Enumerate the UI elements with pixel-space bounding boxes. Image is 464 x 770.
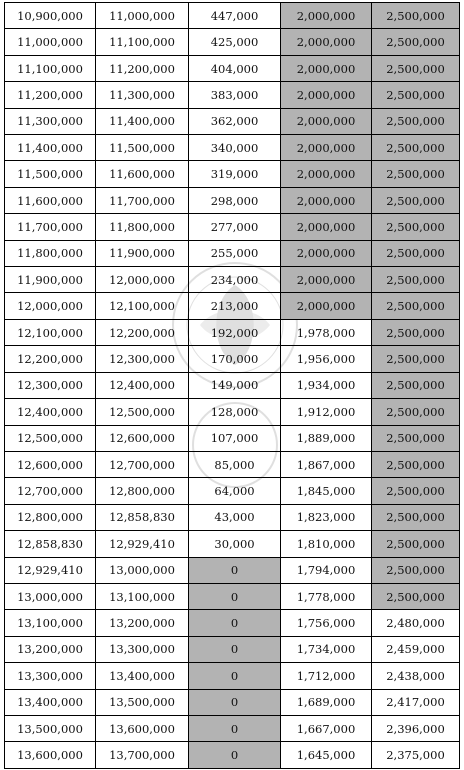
range-to-cell: 12,000,000 bbox=[96, 267, 189, 293]
amount-c-cell: 2,500,000 bbox=[372, 108, 460, 134]
amount-a-cell: 85,000 bbox=[189, 451, 281, 477]
range-from-cell: 11,300,000 bbox=[5, 108, 96, 134]
range-to-cell: 12,700,000 bbox=[96, 451, 189, 477]
table-row bbox=[5, 663, 460, 689]
amount-b-cell: 1,845,000 bbox=[281, 478, 372, 504]
amount-a-cell: 0 bbox=[189, 715, 281, 741]
range-from-cell: 12,700,000 bbox=[5, 478, 96, 504]
amount-c-cell: 2,500,000 bbox=[372, 531, 460, 557]
table-row bbox=[5, 293, 460, 319]
amount-b-cell: 2,000,000 bbox=[281, 293, 372, 319]
table-row bbox=[5, 3, 460, 29]
range-from-cell: 13,100,000 bbox=[5, 610, 96, 636]
range-to-cell: 11,000,000 bbox=[96, 3, 189, 29]
amount-b-cell: 1,934,000 bbox=[281, 372, 372, 398]
range-from-cell: 13,400,000 bbox=[5, 689, 96, 715]
amount-b-cell: 2,000,000 bbox=[281, 82, 372, 108]
amount-b-cell: 2,000,000 bbox=[281, 161, 372, 187]
table-row bbox=[5, 135, 460, 161]
amount-a-cell: 277,000 bbox=[189, 214, 281, 240]
range-from-cell: 12,400,000 bbox=[5, 399, 96, 425]
range-to-cell: 12,929,410 bbox=[96, 531, 189, 557]
range-from-cell: 11,700,000 bbox=[5, 214, 96, 240]
amount-c-cell: 2,438,000 bbox=[372, 663, 460, 689]
table-row bbox=[5, 557, 460, 583]
table-row bbox=[5, 372, 460, 398]
range-to-cell: 13,300,000 bbox=[96, 636, 189, 662]
amount-c-cell: 2,459,000 bbox=[372, 636, 460, 662]
range-from-cell: 11,500,000 bbox=[5, 161, 96, 187]
amount-c-cell: 2,500,000 bbox=[372, 504, 460, 530]
amount-c-cell: 2,500,000 bbox=[372, 557, 460, 583]
range-from-cell: 11,900,000 bbox=[5, 267, 96, 293]
amount-b-cell: 1,778,000 bbox=[281, 583, 372, 609]
range-from-cell: 12,929,410 bbox=[5, 557, 96, 583]
amount-b-cell: 2,000,000 bbox=[281, 135, 372, 161]
amount-b-cell: 1,956,000 bbox=[281, 346, 372, 372]
range-from-cell: 12,500,000 bbox=[5, 425, 96, 451]
table-row bbox=[5, 108, 460, 134]
table-row bbox=[5, 29, 460, 55]
amount-b-cell: 1,889,000 bbox=[281, 425, 372, 451]
range-from-cell: 11,200,000 bbox=[5, 82, 96, 108]
amount-c-cell: 2,500,000 bbox=[372, 240, 460, 266]
range-from-cell: 12,000,000 bbox=[5, 293, 96, 319]
amount-b-cell: 1,667,000 bbox=[281, 715, 372, 741]
range-to-cell: 11,300,000 bbox=[96, 82, 189, 108]
range-from-cell: 11,800,000 bbox=[5, 240, 96, 266]
amount-a-cell: 298,000 bbox=[189, 187, 281, 213]
range-from-cell: 12,100,000 bbox=[5, 319, 96, 345]
table-row bbox=[5, 504, 460, 530]
amount-b-cell: 1,978,000 bbox=[281, 319, 372, 345]
amount-a-cell: 149,000 bbox=[189, 372, 281, 398]
amount-a-cell: 0 bbox=[189, 663, 281, 689]
range-to-cell: 12,858,830 bbox=[96, 504, 189, 530]
range-from-cell: 11,400,000 bbox=[5, 135, 96, 161]
amount-c-cell: 2,500,000 bbox=[372, 346, 460, 372]
range-to-cell: 12,500,000 bbox=[96, 399, 189, 425]
range-to-cell: 11,100,000 bbox=[96, 29, 189, 55]
amount-c-cell: 2,500,000 bbox=[372, 425, 460, 451]
range-from-cell: 13,300,000 bbox=[5, 663, 96, 689]
amount-a-cell: 340,000 bbox=[189, 135, 281, 161]
range-from-cell: 11,000,000 bbox=[5, 29, 96, 55]
amount-a-cell: 64,000 bbox=[189, 478, 281, 504]
range-to-cell: 11,800,000 bbox=[96, 214, 189, 240]
amount-b-cell: 1,756,000 bbox=[281, 610, 372, 636]
range-from-cell: 12,858,830 bbox=[5, 531, 96, 557]
amount-a-cell: 0 bbox=[189, 557, 281, 583]
table-row bbox=[5, 742, 460, 768]
income-table bbox=[4, 2, 460, 769]
range-to-cell: 12,100,000 bbox=[96, 293, 189, 319]
table-row bbox=[5, 82, 460, 108]
amount-b-cell: 2,000,000 bbox=[281, 55, 372, 81]
amount-a-cell: 0 bbox=[189, 742, 281, 768]
amount-c-cell: 2,396,000 bbox=[372, 715, 460, 741]
table-row bbox=[5, 161, 460, 187]
amount-a-cell: 255,000 bbox=[189, 240, 281, 266]
amount-b-cell: 1,912,000 bbox=[281, 399, 372, 425]
range-to-cell: 13,000,000 bbox=[96, 557, 189, 583]
income-table-body bbox=[5, 3, 460, 769]
amount-a-cell: 213,000 bbox=[189, 293, 281, 319]
amount-c-cell: 2,417,000 bbox=[372, 689, 460, 715]
range-to-cell: 12,600,000 bbox=[96, 425, 189, 451]
amount-b-cell: 2,000,000 bbox=[281, 267, 372, 293]
range-from-cell: 11,600,000 bbox=[5, 187, 96, 213]
range-to-cell: 12,400,000 bbox=[96, 372, 189, 398]
amount-c-cell: 2,480,000 bbox=[372, 610, 460, 636]
table-row bbox=[5, 346, 460, 372]
amount-a-cell: 234,000 bbox=[189, 267, 281, 293]
range-to-cell: 13,100,000 bbox=[96, 583, 189, 609]
range-from-cell: 10,900,000 bbox=[5, 3, 96, 29]
table-row bbox=[5, 610, 460, 636]
amount-b-cell: 1,645,000 bbox=[281, 742, 372, 768]
amount-a-cell: 362,000 bbox=[189, 108, 281, 134]
amount-a-cell: 192,000 bbox=[189, 319, 281, 345]
range-to-cell: 11,200,000 bbox=[96, 55, 189, 81]
table-row bbox=[5, 636, 460, 662]
amount-a-cell: 0 bbox=[189, 636, 281, 662]
range-to-cell: 11,600,000 bbox=[96, 161, 189, 187]
amount-a-cell: 30,000 bbox=[189, 531, 281, 557]
amount-b-cell: 1,810,000 bbox=[281, 531, 372, 557]
range-to-cell: 11,700,000 bbox=[96, 187, 189, 213]
amount-a-cell: 43,000 bbox=[189, 504, 281, 530]
amount-c-cell: 2,500,000 bbox=[372, 55, 460, 81]
range-to-cell: 13,200,000 bbox=[96, 610, 189, 636]
table-row bbox=[5, 689, 460, 715]
range-from-cell: 12,300,000 bbox=[5, 372, 96, 398]
range-from-cell: 12,600,000 bbox=[5, 451, 96, 477]
range-from-cell: 12,200,000 bbox=[5, 346, 96, 372]
amount-a-cell: 128,000 bbox=[189, 399, 281, 425]
amount-c-cell: 2,500,000 bbox=[372, 82, 460, 108]
range-to-cell: 11,400,000 bbox=[96, 108, 189, 134]
amount-b-cell: 1,867,000 bbox=[281, 451, 372, 477]
range-to-cell: 13,600,000 bbox=[96, 715, 189, 741]
range-from-cell: 13,000,000 bbox=[5, 583, 96, 609]
amount-b-cell: 2,000,000 bbox=[281, 214, 372, 240]
table-row bbox=[5, 478, 460, 504]
amount-c-cell: 2,500,000 bbox=[372, 3, 460, 29]
amount-c-cell: 2,375,000 bbox=[372, 742, 460, 768]
amount-b-cell: 1,734,000 bbox=[281, 636, 372, 662]
table-row bbox=[5, 187, 460, 213]
amount-a-cell: 0 bbox=[189, 689, 281, 715]
amount-b-cell: 2,000,000 bbox=[281, 108, 372, 134]
range-from-cell: 13,500,000 bbox=[5, 715, 96, 741]
amount-b-cell: 2,000,000 bbox=[281, 3, 372, 29]
range-to-cell: 11,900,000 bbox=[96, 240, 189, 266]
amount-b-cell: 2,000,000 bbox=[281, 187, 372, 213]
range-from-cell: 11,100,000 bbox=[5, 55, 96, 81]
amount-c-cell: 2,500,000 bbox=[372, 161, 460, 187]
table-row bbox=[5, 267, 460, 293]
amount-a-cell: 404,000 bbox=[189, 55, 281, 81]
range-to-cell: 12,800,000 bbox=[96, 478, 189, 504]
amount-c-cell: 2,500,000 bbox=[372, 372, 460, 398]
amount-b-cell: 1,794,000 bbox=[281, 557, 372, 583]
range-from-cell: 13,600,000 bbox=[5, 742, 96, 768]
table-row bbox=[5, 55, 460, 81]
table-row bbox=[5, 399, 460, 425]
table-row bbox=[5, 425, 460, 451]
amount-b-cell: 1,823,000 bbox=[281, 504, 372, 530]
range-to-cell: 12,300,000 bbox=[96, 346, 189, 372]
amount-a-cell: 383,000 bbox=[189, 82, 281, 108]
table-row bbox=[5, 583, 460, 609]
amount-c-cell: 2,500,000 bbox=[372, 187, 460, 213]
amount-a-cell: 0 bbox=[189, 583, 281, 609]
amount-c-cell: 2,500,000 bbox=[372, 583, 460, 609]
range-to-cell: 11,500,000 bbox=[96, 135, 189, 161]
amount-c-cell: 2,500,000 bbox=[372, 135, 460, 161]
amount-c-cell: 2,500,000 bbox=[372, 451, 460, 477]
range-to-cell: 13,700,000 bbox=[96, 742, 189, 768]
amount-c-cell: 2,500,000 bbox=[372, 478, 460, 504]
range-from-cell: 12,800,000 bbox=[5, 504, 96, 530]
range-to-cell: 13,400,000 bbox=[96, 663, 189, 689]
amount-b-cell: 1,712,000 bbox=[281, 663, 372, 689]
amount-c-cell: 2,500,000 bbox=[372, 399, 460, 425]
range-from-cell: 13,200,000 bbox=[5, 636, 96, 662]
amount-b-cell: 1,689,000 bbox=[281, 689, 372, 715]
range-to-cell: 12,200,000 bbox=[96, 319, 189, 345]
table-row bbox=[5, 240, 460, 266]
amount-c-cell: 2,500,000 bbox=[372, 293, 460, 319]
amount-a-cell: 447,000 bbox=[189, 3, 281, 29]
amount-c-cell: 2,500,000 bbox=[372, 214, 460, 240]
table-row bbox=[5, 451, 460, 477]
amount-a-cell: 170,000 bbox=[189, 346, 281, 372]
amount-a-cell: 425,000 bbox=[189, 29, 281, 55]
table-row bbox=[5, 531, 460, 557]
amount-b-cell: 2,000,000 bbox=[281, 29, 372, 55]
table-row bbox=[5, 319, 460, 345]
range-to-cell: 13,500,000 bbox=[96, 689, 189, 715]
amount-a-cell: 107,000 bbox=[189, 425, 281, 451]
table-row bbox=[5, 214, 460, 240]
amount-b-cell: 2,000,000 bbox=[281, 240, 372, 266]
amount-a-cell: 319,000 bbox=[189, 161, 281, 187]
amount-a-cell: 0 bbox=[189, 610, 281, 636]
amount-c-cell: 2,500,000 bbox=[372, 319, 460, 345]
amount-c-cell: 2,500,000 bbox=[372, 267, 460, 293]
table-row bbox=[5, 715, 460, 741]
amount-c-cell: 2,500,000 bbox=[372, 29, 460, 55]
